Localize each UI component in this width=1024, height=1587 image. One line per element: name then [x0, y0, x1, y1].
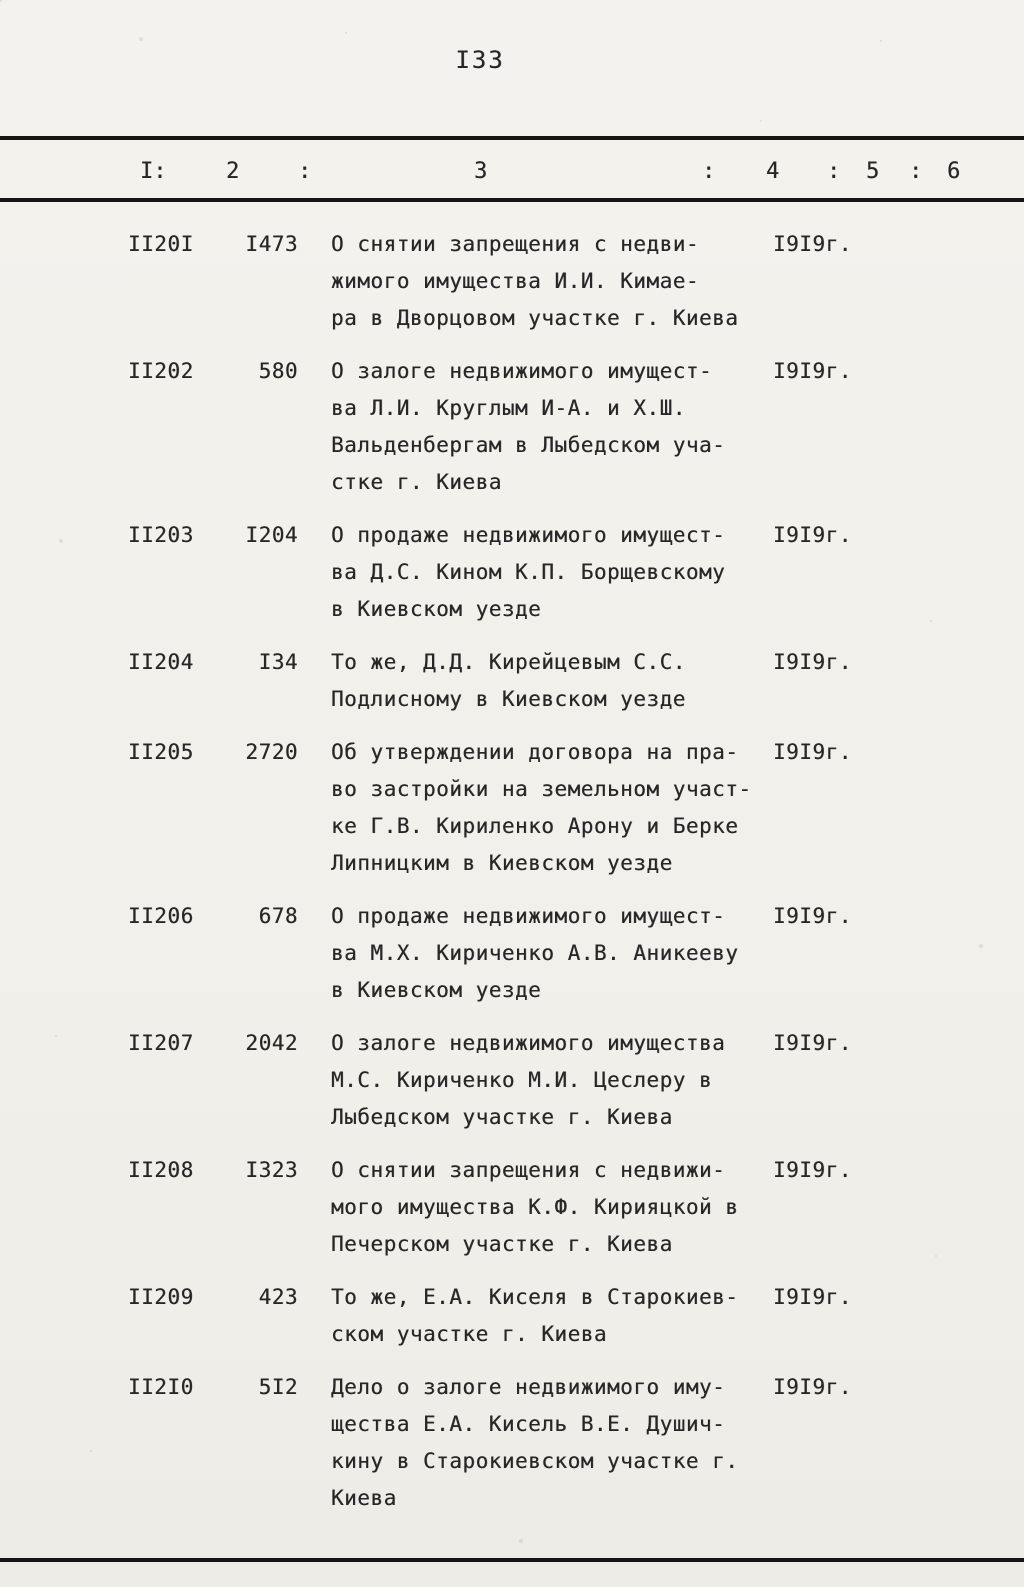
- case-description: [331, 226, 763, 337]
- case-description: [331, 1025, 763, 1136]
- case-description: [331, 517, 763, 628]
- description-line: О залоге недвижимого имущества: [331, 1031, 726, 1055]
- page-number: I33: [455, 46, 505, 74]
- record-number: II207: [128, 1031, 194, 1055]
- description-line: жимого имущества И.И. Кимае-: [331, 269, 700, 293]
- table-row: [0, 734, 1024, 882]
- record-number: II204: [128, 650, 194, 674]
- table-row: [0, 1025, 1024, 1136]
- description-line: во застройки на земельном участ-: [331, 777, 752, 801]
- file-number: I323: [245, 1158, 298, 1182]
- record-number: II203: [128, 523, 194, 547]
- description-line: в Киевском уезде: [331, 978, 542, 1002]
- case-year: I9I9г.: [773, 904, 852, 928]
- file-number: 423: [258, 1285, 298, 1309]
- description-line: Лыбедском участке г. Киева: [331, 1105, 673, 1129]
- horizontal-rule-bottom: [0, 1558, 1024, 1562]
- case-description: [331, 734, 763, 882]
- record-number: II202: [128, 359, 194, 383]
- description-line: М.С. Кириченко М.И. Цеслеру в: [331, 1068, 713, 1092]
- column-header-1: I:: [140, 159, 167, 184]
- table-row: [0, 353, 1024, 501]
- file-number: I473: [245, 232, 298, 256]
- description-line: То же, Д.Д. Кирейцевым С.С.: [331, 650, 686, 674]
- description-line: О продаже недвижимого имущест-: [331, 904, 726, 928]
- description-line: ра в Дворцовом участке г. Киева: [331, 306, 739, 330]
- column-header-3: 3: [474, 159, 488, 184]
- horizontal-rule-header: [0, 198, 1024, 202]
- case-year: I9I9г.: [773, 1375, 852, 1399]
- column-header-4: 4: [766, 159, 780, 184]
- record-number: II206: [128, 904, 194, 928]
- description-line: О залоге недвижимого имущест-: [331, 359, 713, 383]
- case-description: [331, 898, 763, 1009]
- case-year: I9I9г.: [773, 740, 852, 764]
- table-row: [0, 1369, 1024, 1517]
- file-number: 678: [258, 904, 298, 928]
- table-row: [0, 1279, 1024, 1353]
- record-number: II205: [128, 740, 194, 764]
- case-description: [331, 644, 763, 718]
- description-line: О снятии запрещения с недвижи-: [331, 1158, 726, 1182]
- description-line: Подлисному в Киевском уезде: [331, 687, 686, 711]
- case-year: I9I9г.: [773, 359, 852, 383]
- description-line: Дело о залоге недвижимого иму-: [331, 1375, 726, 1399]
- description-line: ва Д.С. Кином К.П. Борщевскому: [331, 560, 726, 584]
- description-line: в Киевском уезде: [331, 597, 542, 621]
- case-description: [331, 1279, 763, 1353]
- column-header-5: 5: [866, 159, 880, 184]
- record-number: II20I: [128, 232, 194, 256]
- column-header-2: 2: [226, 159, 240, 184]
- record-number: II2I0: [128, 1375, 194, 1399]
- description-line: стке г. Киева: [331, 470, 502, 494]
- column-separator: :: [827, 159, 841, 184]
- description-line: Печерском участке г. Киева: [331, 1232, 673, 1256]
- description-line: кину в Старокиевском участке г.: [331, 1449, 739, 1473]
- horizontal-rule-top: [0, 136, 1024, 140]
- description-line: щества Е.А. Кисель В.Е. Душич-: [331, 1412, 726, 1436]
- case-description: [331, 1369, 763, 1517]
- description-line: ке Г.В. Кириленко Арону и Берке: [331, 814, 739, 838]
- description-line: Липницким в Киевском уезде: [331, 851, 673, 875]
- file-number: I34: [258, 650, 298, 674]
- table-row: [0, 898, 1024, 1009]
- case-year: I9I9г.: [773, 650, 852, 674]
- column-separator: :: [298, 159, 312, 184]
- table-row: [0, 644, 1024, 718]
- description-line: ва Л.И. Круглым И-А. и Х.Ш.: [331, 396, 686, 420]
- description-line: ва М.Х. Кириченко А.В. Аникееву: [331, 941, 739, 965]
- description-line: О снятии запрещения с недви-: [331, 232, 700, 256]
- table-header: [0, 146, 1024, 198]
- description-line: ском участке г. Киева: [331, 1322, 608, 1346]
- description-line: То же, Е.А. Киселя в Старокиев-: [331, 1285, 739, 1309]
- description-line: Об утверждении договора на пра-: [331, 740, 739, 764]
- case-year: I9I9г.: [773, 1158, 852, 1182]
- column-header-6: 6: [947, 159, 961, 184]
- column-separator: :: [909, 159, 923, 184]
- record-number: II208: [128, 1158, 194, 1182]
- case-year: I9I9г.: [773, 232, 852, 256]
- case-description: [331, 353, 763, 501]
- file-number: 2042: [245, 1031, 298, 1055]
- case-year: I9I9г.: [773, 523, 852, 547]
- description-line: О продаже недвижимого имущест-: [331, 523, 726, 547]
- file-number: 2720: [245, 740, 298, 764]
- table-row: [0, 517, 1024, 628]
- record-number: II209: [128, 1285, 194, 1309]
- case-year: I9I9г.: [773, 1285, 852, 1309]
- description-line: Киева: [331, 1486, 397, 1510]
- description-line: Вальденбергам в Лыбедском уча-: [331, 433, 726, 457]
- file-number: 5I2: [258, 1375, 298, 1399]
- description-line: мого имущества К.Ф. Кирияцкой в: [331, 1195, 739, 1219]
- case-year: I9I9г.: [773, 1031, 852, 1055]
- column-separator: :: [702, 159, 716, 184]
- case-description: [331, 1152, 763, 1263]
- table-body: [0, 226, 1024, 1533]
- table-row: [0, 1152, 1024, 1263]
- table-row: [0, 226, 1024, 337]
- file-number: I204: [245, 523, 298, 547]
- file-number: 580: [258, 359, 298, 383]
